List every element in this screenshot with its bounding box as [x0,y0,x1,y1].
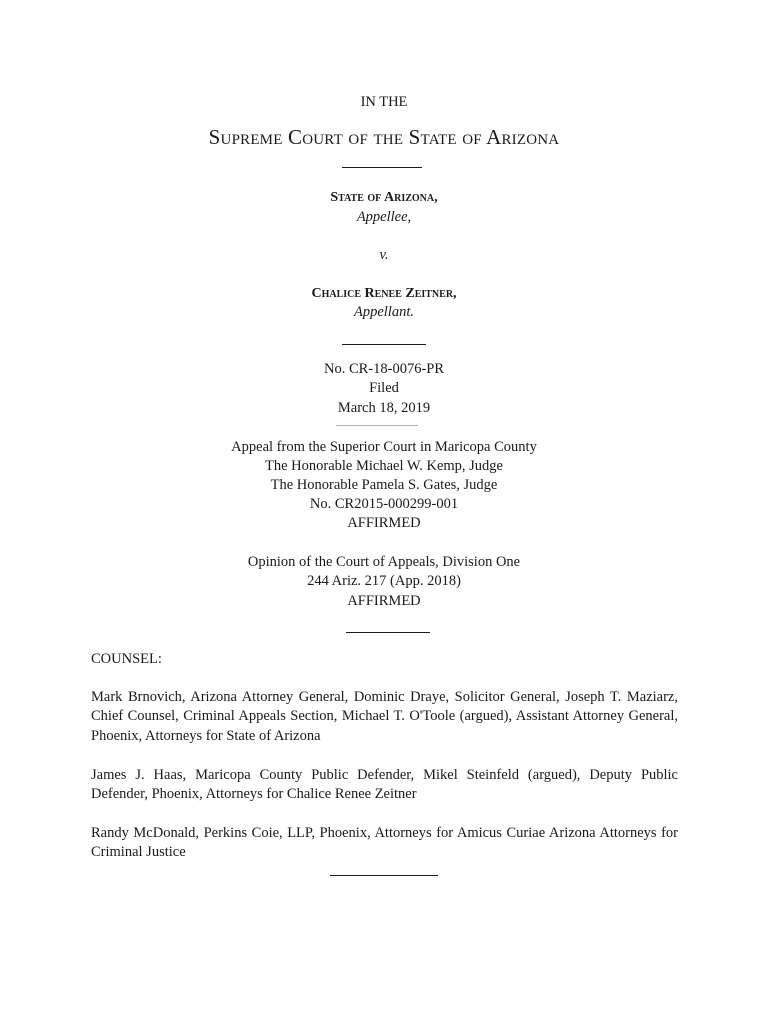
appeals-disposition: AFFIRMED [347,593,421,609]
counsel-divider [330,875,438,876]
trial-disposition: AFFIRMED [347,515,421,531]
counsel-appellant: James J. Haas, Maricopa County Public Defender, Mikel Steinfeld (argued), Deputy Public Defender, Phoenix, Attorneys for Chalice Renee Zeitner [91,767,678,803]
court-title: Supreme Court of the State of Arizona [208,125,560,149]
parties-divider [342,344,426,345]
versus: v. [379,247,389,263]
docket-number: No. CR-18-0076-PR [323,361,445,377]
judge-gates: The Honorable Pamela S. Gates, Judge [270,477,498,493]
counsel-heading: COUNSEL: [91,651,162,667]
judge-kemp: The Honorable Michael W. Kemp, Judge [265,458,503,474]
appeals-opinion: Opinion of the Court of Appeals, Division One [247,554,521,570]
filed-date: March 18, 2019 [337,400,431,416]
appellant-name: Chalice Renee Zeitner, [311,286,457,301]
counsel-amicus: Randy McDonald, Perkins Coie, LLP, Phoenix, Attorneys for Amicus Curiae Arizona Attorneys for Criminal Justice [91,825,678,861]
appellant-role: Appellant. [353,304,414,320]
opinion-divider [346,632,430,633]
in-the-line: IN THE [360,94,408,110]
docket-divider [336,425,418,426]
appellee-role: Appellee, [356,209,412,225]
appellee-name: State of Arizona, [330,190,438,205]
counsel-state: Mark Brnovich, Arizona Attorney General, Dominic Draye, Solicitor General, Joseph T. Maziarz, Chief Counsel, Criminal Appeals Section, Michael T. O'Toole (argued), Assistant Attorney General, Phoenix, Attorneys for State of Arizona [91,689,678,744]
title-divider [342,167,422,168]
filed-label: Filed [369,380,399,396]
trial-case-number: No. CR2015-000299-001 [309,496,459,512]
appeals-citation: 244 Ariz. 217 (App. 2018) [307,573,461,589]
appeal-source: Appeal from the Superior Court in Maricopa County [231,439,537,455]
